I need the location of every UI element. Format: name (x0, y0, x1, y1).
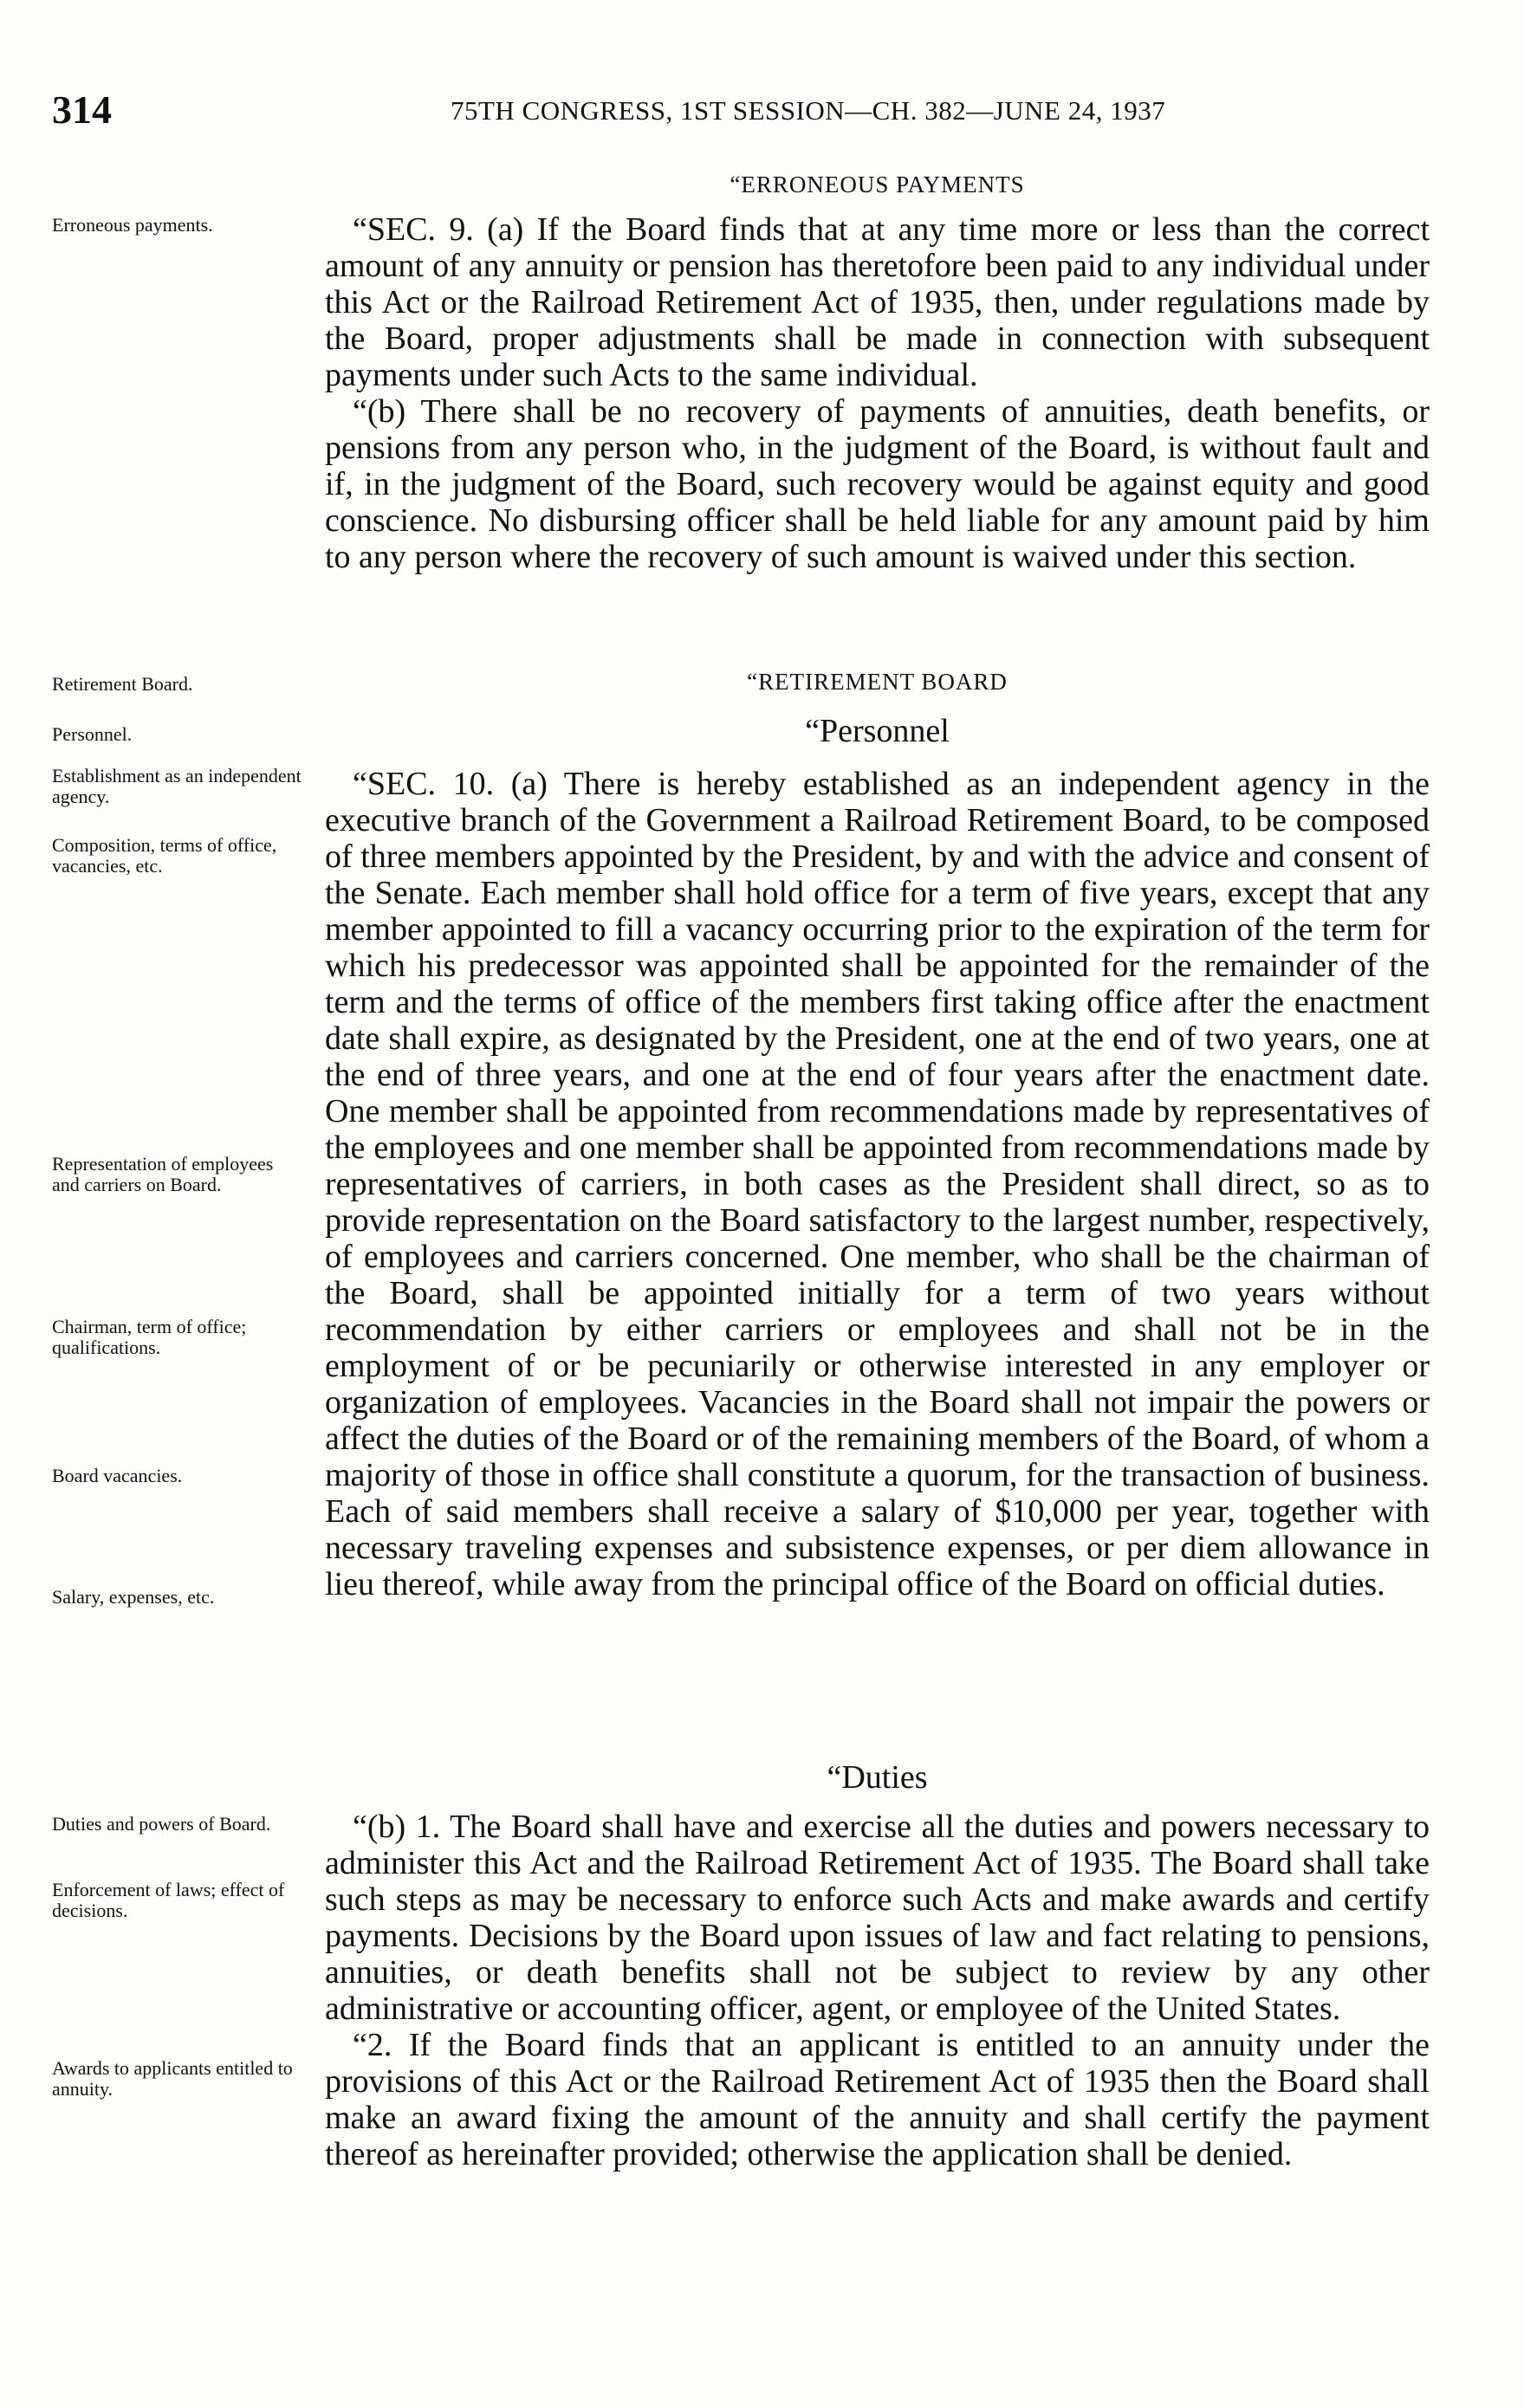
heading-personnel: “Personnel (805, 713, 950, 749)
margin-note-awards: Awards to applicants entitled to annuity. (52, 2057, 293, 2100)
section-9b-paragraph: “(b) There shall be no recovery of payments of annuities, death benefits, or pensions from any person who, in the judgment of the Board, is without fault and if, in the judgment of the Board, such recovery would be against equity and good conscience. No disbursing officer shall be held liable for any amount paid by him to any person where the recovery of such amount is waived under this section. (325, 393, 1430, 575)
section-10a-paragraph: “SEC. 10. (a) There is hereby established as an independent agency in the executive branch of the Government a Railroad Retirement Board, to be composed of three members appointed by the President, by and with the advice and consent of the Senate. Each member shall hold office for a term of five years, except that any member appointed to fill a vacancy occurring prior to the expiration of the term for which his predecessor was appointed shall be appointed for the remainder of the term and the terms of office of the members first taking office after the enactment date shall expire, as designated by the President, one at the end of two years, one at the end of three years, and one at the end of four years after the enactment date. One member shall be appointed from recommendations made by representatives of the employees and one member shall be appointed from recommendations made by representatives of carriers, in both cases as the President shall direct, so as to provide representation on the Board satisfactory to the largest number, respectively, of employees and carriers concerned. One member, who shall be the chairman of the Board, shall be appointed initially for a term of two years without recommendation by either carriers or employees and shall not be in the employment of or be pecuniarily or otherwise interested in any employer or organization of employees. Vacancies in the Board shall not impair the powers or affect the duties of the Board or of the remaining members of the Board, of whom a majority of those in office shall constitute a quorum, for the transaction of business. Each of said members shall receive a salary of $10,000 per year, together with necessary traveling expenses and subsistence expenses, or per diem allowance in lieu thereof, while away from the principal office of the Board on official duties. (325, 766, 1430, 1602)
margin-note-enforcement: Enforcement of laws; effect of decisions. (52, 1879, 285, 1921)
heading-duties: “Duties (827, 1759, 928, 1796)
section-9a-paragraph: “SEC. 9. (a) If the Board finds that at any time more or less than the correct amount of any annuity or pension has theretofore been paid to any individual under this Act or the Railroad Retirement Act of 1935, then, under regulations made by the Board, proper adjustments shall be made in connection with subsequent payments under such Acts to the same individual. (325, 211, 1430, 393)
section-10a (325, 766, 1430, 1602)
running-title: 75TH CONGRESS, 1ST SESSION—CH. 382—JUNE 24, 1937 (451, 95, 1166, 126)
margin-note-establishment: Establishment as an independent agency. (52, 765, 302, 807)
page-number: 314 (52, 87, 112, 132)
section-9 (325, 211, 1430, 575)
section-10b1-paragraph: “(b) 1. The Board shall have and exercise all the duties and powers necessary to administer this Act and the Railroad Retirement Act of 1935. The Board shall take such steps as may be necessary to enforce such Acts and make awards and certify payments. Decisions by the Board upon issues of law and fact relating to pensions, annuities, or death benefits shall not be subject to review by any other administrative or accounting officer, agent, or employee of the United States. (325, 1809, 1430, 2027)
heading-erroneous-payments: “ERRONEOUS PAYMENTS (730, 172, 1025, 197)
margin-note-personnel: Personnel. (52, 723, 133, 745)
margin-note-composition: Composition, terms of office, vacancies, etc. (52, 834, 277, 877)
margin-note-salary: Salary, expenses, etc. (52, 1586, 215, 1608)
section-10b2-paragraph: “2. If the Board finds that an applicant is entitled to an annuity under the provisions of this Act or the Railroad Retirement Act of 1935 then the Board shall make an award fixing the amount of the annuity and shall certify the payment thereof as hereinafter provided; otherwise the application shall be denied. (325, 2027, 1430, 2172)
margin-note-representation: Representation of employees and carriers on Board. (52, 1153, 274, 1195)
running-head (52, 87, 1438, 139)
margin-note-duties: Duties and powers of Board. (52, 1813, 271, 1835)
margin-note-retirement-board: Retirement Board. (52, 673, 193, 695)
heading-retirement-board: “RETIREMENT BOARD (747, 669, 1008, 695)
margin-note-board-vacancies: Board vacancies. (52, 1465, 183, 1486)
margin-note-erroneous-payments: Erroneous payments. (52, 214, 213, 236)
margin-note-chairman: Chairman, term of office; qualifications. (52, 1316, 247, 1358)
section-10b (325, 1809, 1430, 2172)
